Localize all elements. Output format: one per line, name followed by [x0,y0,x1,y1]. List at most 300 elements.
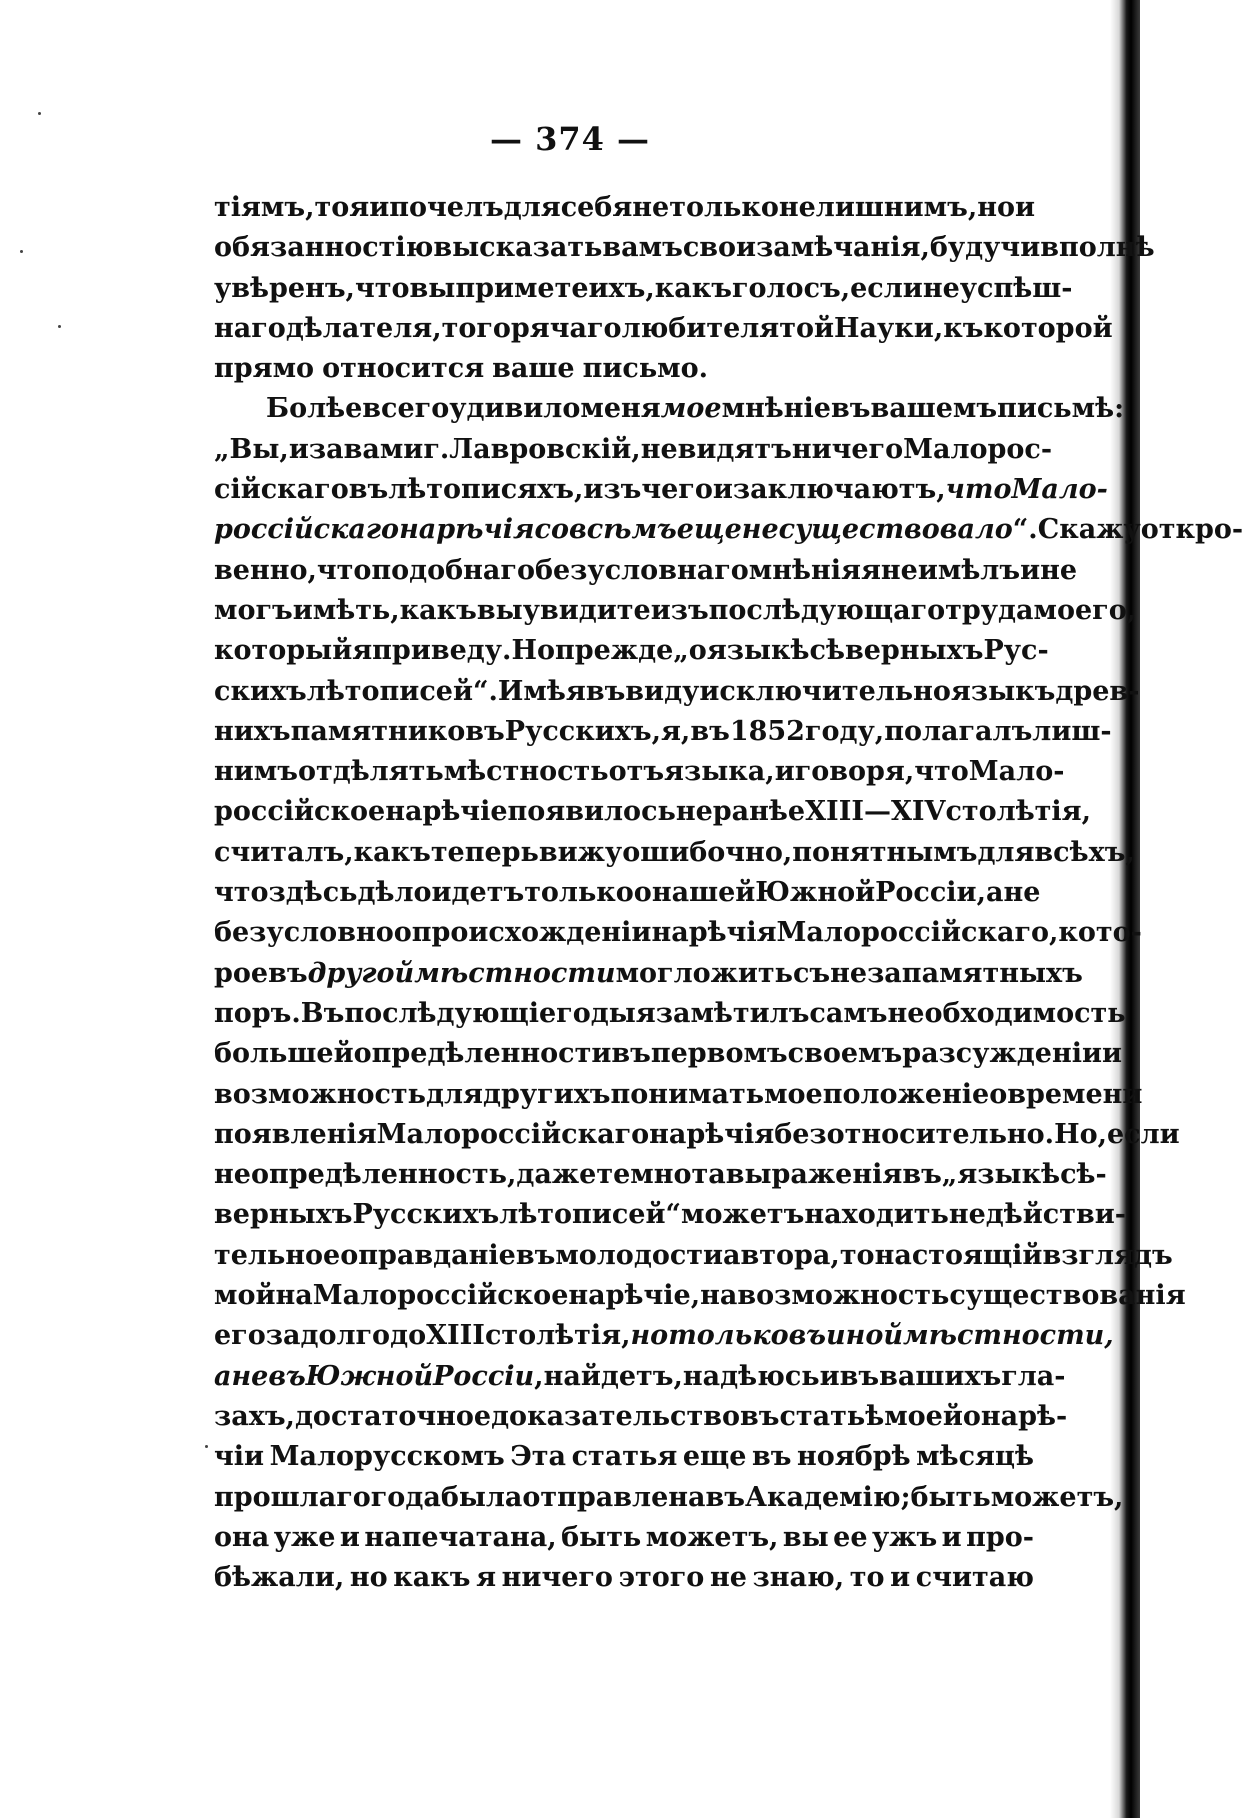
word: гла- [1001,1360,1066,1392]
word: XIII—XIV [805,796,946,828]
text-line [214,514,1243,554]
body-text [214,192,1243,1602]
word: откро- [1140,514,1243,546]
word: нарѣчіе [385,796,508,828]
word: россійское [214,796,386,828]
word: не [640,433,678,465]
word: быть [910,1481,991,1513]
word: надѣюсь [682,1360,820,1392]
word: то [314,192,350,223]
word: столѣтія, [945,796,1092,828]
word: уже [273,1521,336,1553]
word: наго [214,312,286,344]
word: но [977,192,1015,223]
word: только [524,877,634,909]
word: заключаютъ, [732,474,946,506]
word: что [354,272,410,304]
word: рое [214,957,269,989]
word: и [369,192,390,223]
text-line [214,997,1126,1038]
text-line [214,554,1078,595]
word: нарѣчія [399,514,535,546]
word: не [1040,554,1078,586]
word: въ [585,675,626,707]
word: быть [561,1521,642,1553]
word: языкъ [950,675,1056,707]
text-line [214,715,1112,756]
word: въ [268,1360,306,1392]
text-line [214,836,1135,877]
word: еще [682,1441,747,1473]
word: Малорос- [903,433,1053,465]
word: я [860,554,881,586]
word: только [669,192,779,223]
word: жить [710,957,793,989]
word: ихъ, [588,272,655,304]
word: вы [782,1521,829,1553]
word: вы [476,594,523,626]
word: напечатана, [364,1521,557,1553]
word: сійскаго [214,474,349,506]
text-line [214,433,1053,474]
word: автора, [723,1239,840,1271]
word: не [922,272,960,304]
word: въ [268,957,308,989]
word: разсужденіи [902,1038,1102,1070]
word: той [779,312,834,344]
word: поръ. [214,997,301,1029]
word: всего [362,393,450,425]
word: можетъ, [990,1481,1124,1513]
word: этого [618,1562,705,1594]
word: верныхъ [214,1199,353,1231]
word: не [231,1360,269,1392]
word: письмѣ: [997,393,1125,425]
word: еще [676,514,742,546]
word: вы [409,272,456,304]
word: была [440,1481,523,1513]
word: ее [833,1521,868,1553]
text-line [214,1118,1180,1159]
word: Академію; [745,1481,911,1513]
word: не [880,554,918,586]
word: нашей [651,877,756,909]
word: что [914,756,969,788]
word: самъ [809,997,888,1029]
word: возможность [214,1078,426,1110]
word: вижу [538,836,623,868]
scan-speck [20,250,23,253]
word: не [741,514,779,546]
word: мѣстности [414,957,616,989]
word: и [819,1360,840,1392]
text-line [214,1038,1123,1078]
word: нарѣчія [649,1118,775,1150]
word: какъ [353,836,431,868]
word: горячаго [476,312,622,344]
text-line [214,1562,1034,1602]
word: скихъ [214,675,307,707]
word: безусловно [214,917,394,949]
word: Но [511,635,555,667]
word: лѣтописяхъ, [388,474,584,506]
word: отдѣлять [297,756,444,788]
word: на [700,1280,738,1312]
word: примете [455,272,589,304]
text-line [214,1522,1034,1562]
word: языка, [664,756,775,788]
word: моего, [1033,594,1137,626]
word: то [441,312,477,344]
text-line [214,272,1073,313]
word: Малороссійскаго, [776,917,1059,949]
word: своемъ [787,1038,903,1070]
word: достаточное [294,1400,492,1432]
word: неопредѣленность, [214,1159,517,1191]
word: вамъ [602,232,683,264]
word: прошлаго [214,1481,371,1513]
word: высказать [433,232,603,264]
word: въ [902,1159,942,1191]
word: полагалъ [884,715,1033,747]
word: Мало- [1011,474,1108,506]
word: происхожденіи [411,917,652,949]
word: какъ [399,594,477,626]
word: и [941,1521,962,1553]
word: времени [1007,1078,1143,1110]
word: Малороссійское [312,1280,569,1312]
word: въ [788,1320,826,1352]
text-line [214,1280,1186,1320]
word: нихъ [214,715,291,747]
word: появилось [507,796,676,828]
word: существовало“. [778,514,1038,546]
word: ваше [492,353,575,385]
word: не [632,192,670,223]
word: въ [740,1400,780,1432]
word: прежде [555,635,674,667]
word: нарѣчія [651,917,777,949]
word: ноябрѣ [797,1441,911,1473]
word: только [668,1320,789,1352]
word: настоящій [874,1239,1043,1271]
word: и [890,1562,911,1594]
word: голосъ, [731,272,851,304]
word: мѣсяцѣ [916,1441,1034,1473]
word: могъ [214,594,293,626]
word: сѣ- [1060,1159,1107,1191]
word: Южной [305,1360,434,1392]
text-line [214,192,1034,232]
word: ужъ [871,1521,938,1553]
word: захъ, [214,1400,295,1432]
word: доказательство [491,1400,740,1432]
word: отъ [608,756,665,788]
word: нарѣ- [980,1400,1068,1432]
word: за [308,433,344,465]
word: лѣтописей“ [499,1199,682,1231]
word: изъ [583,474,642,506]
word: мѣстность [443,756,609,788]
text-line [214,1159,1107,1199]
word: послѣдующіе [344,997,557,1029]
scan-speck [58,325,61,328]
word: успѣш- [959,272,1073,304]
word: который [214,635,353,667]
word: статья [571,1441,678,1473]
word: чіи [214,1441,265,1473]
word: къ [943,312,984,344]
word: замѣчанія, [756,232,930,264]
word: недѣйстви- [948,1199,1126,1231]
word: отправлена [522,1481,706,1513]
word: изъ [650,594,709,626]
word: что [316,554,372,586]
word: а [985,877,1004,909]
word: мое [660,393,722,425]
word: ранѣе [712,796,806,828]
word: идетъ [431,877,525,909]
word: теперь [430,836,539,868]
word: найдетъ, [543,1360,683,1392]
word: Рус- [983,635,1049,667]
text-line [214,1320,1114,1360]
word: первомъ [650,1038,788,1070]
word: мой [214,1280,276,1312]
word: исключительно [699,675,951,707]
word: россійскаго [214,514,400,546]
word: необходимость [887,997,1126,1029]
word: мнѣнія [748,554,861,586]
text-line [214,232,1155,272]
word: совсѣмъ [534,514,677,546]
word: знаю, [752,1562,845,1594]
word: что [214,877,269,909]
word: нимъ [214,756,298,788]
word: свои [682,232,757,264]
word: какъ [654,272,732,304]
word: венно, [214,554,317,586]
word: себя [560,192,633,223]
word: Южной [755,877,876,909]
word: здѣсь [268,877,358,909]
text-line [214,1239,1173,1280]
word: другой [307,957,415,989]
page-binding-edge [1110,0,1140,1818]
word: моей [884,1400,963,1432]
word: его [214,1320,266,1352]
word: древ- [1055,675,1140,707]
word: труда [945,594,1034,626]
word: вполнѣ [1040,232,1155,264]
word: для [977,836,1035,868]
word: вами [343,433,424,465]
word: даже [516,1159,597,1191]
word: тіямъ, [214,192,315,223]
word: до [390,1320,427,1352]
word: чего [641,474,713,506]
word: и [712,474,733,506]
word: а [214,1360,232,1392]
word: для [503,192,561,223]
word: безусловнаго [535,554,749,586]
word: года [370,1481,441,1513]
word: памятниковъ [290,715,505,747]
word: лѣтописей“. [306,675,498,707]
word: увидите [522,594,651,626]
word: и [339,1521,360,1553]
word: за [265,1320,301,1352]
word: долго [300,1320,391,1352]
word: но [630,1320,669,1352]
word: находить [804,1199,949,1231]
word: про- [966,1521,1034,1553]
word: съ [792,957,831,989]
text-line [214,353,1034,393]
word: если [1107,1118,1180,1150]
word: я [476,1562,497,1594]
word: замѣтилъ [655,997,810,1029]
word: не [675,796,713,828]
word: Малороссійскаго [376,1118,650,1150]
word: обязанностію [214,232,434,264]
word: не [709,1562,747,1594]
word: прямо [214,353,315,385]
word: сѣверныхъ [809,635,984,667]
word: статьѣ [779,1400,885,1432]
word: которой [983,312,1113,344]
word: въ [611,1038,651,1070]
word: выраженія [725,1159,903,1191]
word: если [850,272,923,304]
word: въ [348,474,389,506]
text-line [214,635,1049,675]
word: я, [660,715,691,747]
word: положеніе [822,1078,990,1110]
word: опредѣленности [353,1038,612,1070]
word: въ [751,1441,792,1473]
word: лишнимъ, [815,192,978,223]
word: ничего [501,1562,613,1594]
text-line [214,1481,1124,1522]
word: мое [764,1078,823,1110]
word: о [393,917,412,949]
word: но [349,1562,388,1594]
word: не [1003,877,1041,909]
word: меня [580,393,661,425]
word: Лавровскій, [449,433,641,465]
word: могло [615,957,711,989]
word: Но, [1054,1118,1107,1150]
word: о [962,1400,981,1432]
word: году, [804,715,885,747]
word: для [426,1078,483,1110]
text-line [214,1078,1143,1119]
word: XIII [426,1320,485,1352]
word: и [1102,1038,1123,1070]
word: понимать [610,1078,765,1110]
word: имѣлъ [917,554,1021,586]
word: письмо. [582,353,709,385]
word: бѣжали, [214,1562,345,1594]
word: вашихъ [879,1360,1002,1392]
word: „о [673,635,707,667]
text-line [214,474,1108,514]
word: Россіи, [875,877,986,909]
word: ошибочно, [622,836,793,868]
word: дѣло [357,877,432,909]
word: то [839,1239,875,1271]
word: какъ [393,1562,471,1594]
word: безотносительно. [774,1118,1055,1150]
word: Русскихъ [352,1199,500,1231]
word: Скажу [1037,514,1141,546]
word: существованія [949,1280,1186,1312]
word: она [214,1521,270,1553]
word: я [635,997,656,1029]
text-line [214,1400,1068,1441]
scan-speck [38,112,41,115]
word: Имѣя [497,675,586,707]
word: другихъ [482,1078,611,1110]
text-line [214,917,1142,957]
word: незапамятныхъ [830,957,1083,989]
word: большей [214,1038,354,1070]
word: имѣть, [292,594,400,626]
word: удивило [449,393,581,425]
word: виду [625,675,700,707]
word: въ [830,393,871,425]
word: вашемъ [870,393,998,425]
text-line [214,877,1041,917]
word: почелъ [389,192,504,223]
text-line [214,675,1140,716]
word: кото- [1058,917,1142,949]
word: увѣренъ, [214,272,355,304]
word: говоря, [794,756,915,788]
word: считаю [915,1562,1034,1594]
word: въ [839,1360,880,1392]
word: понятнымъ [792,836,978,868]
word: мнѣніе [721,393,831,425]
word: мѣстности, [902,1320,1114,1352]
word: о [633,877,652,909]
word: г. [423,433,450,465]
word: „языкѣ [941,1159,1061,1191]
word: Болѣе [266,393,363,425]
word: молодости [555,1239,724,1271]
word: и [288,433,309,465]
word: лиш- [1032,715,1112,747]
word: нарѣчіе, [568,1280,701,1312]
text-line [214,393,1125,433]
word: Въ [300,997,345,1029]
word: появленія [214,1118,377,1150]
word: тельное [214,1239,341,1271]
word: Малорусскомъ [269,1441,505,1473]
word: я [352,635,373,667]
word: Россіи, [433,1360,544,1392]
word: видятъ [677,433,792,465]
word: ничего [791,433,904,465]
word: иной [826,1320,903,1352]
word: и [774,756,795,788]
word: оправданіе [340,1239,516,1271]
text-line [214,796,1092,836]
word: въ [515,1239,556,1271]
word: о [989,1078,1008,1110]
word: Науки, [834,312,944,344]
